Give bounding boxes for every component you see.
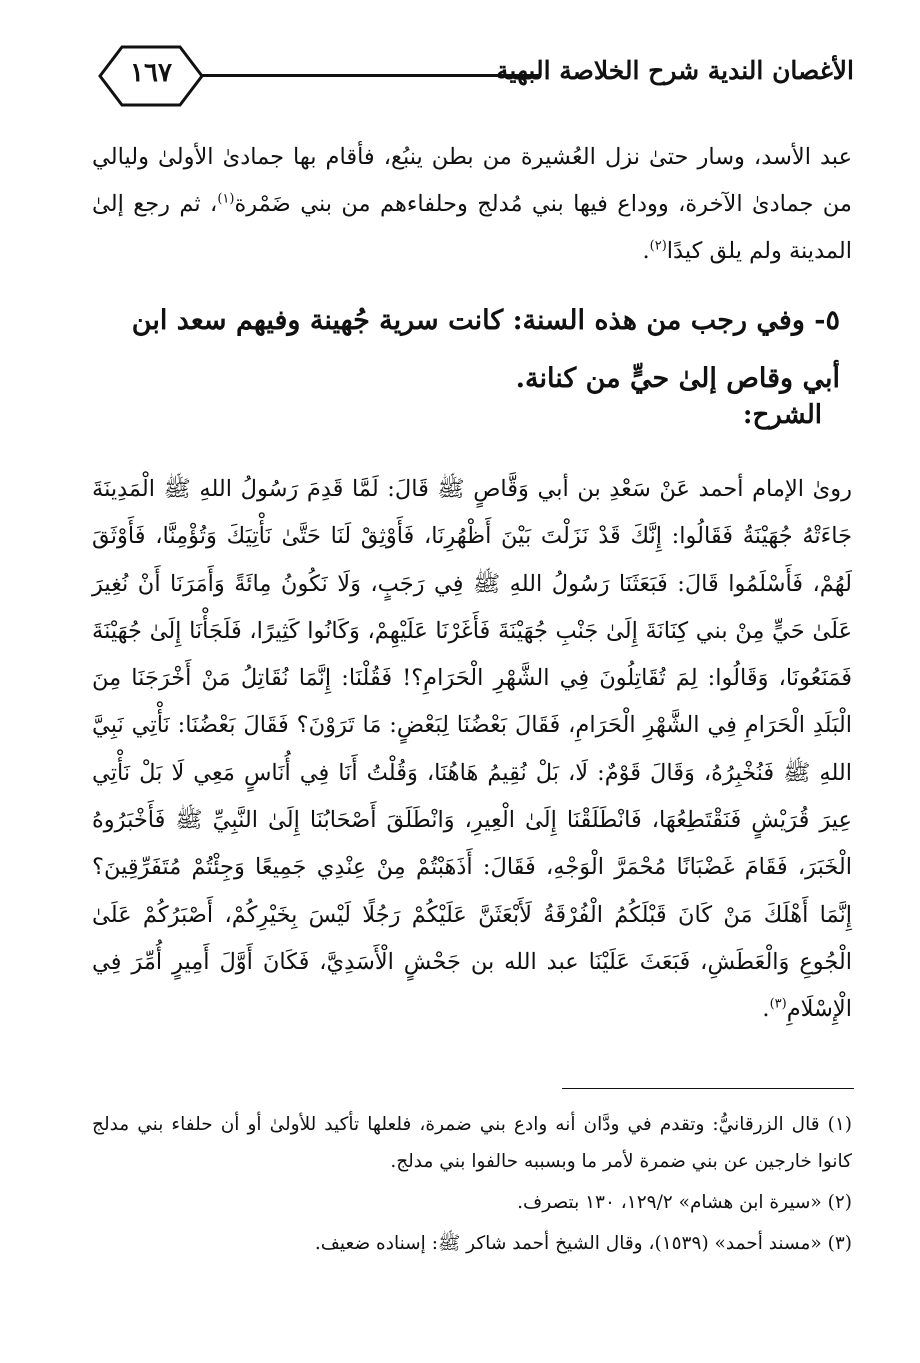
body-paragraph <box>92 466 852 1034</box>
intro-paragraph <box>92 134 852 275</box>
footnote-ref-3[interactable]: (٣) <box>769 996 787 1012</box>
intro-end: . <box>642 238 650 264</box>
page-number: ١٦٧ <box>130 58 172 88</box>
intro-text: عبد الأسد، وسار حتىٰ نزل العُشيرة من بطن ينبُع، فأقام بها جمادىٰ الأولىٰ وليالي من جمادىٰ الآخرة، ووداع فيها بني مُدلج وحلفاءهم من بني ضَمْرة <box>92 144 852 217</box>
footnote-ref-1[interactable]: (١) <box>217 191 235 207</box>
intro-text-2: ، ثم رجع إلىٰ المدينة ولم يلق كيدًا <box>92 191 852 264</box>
footnote-ref-2[interactable]: (٢) <box>649 238 667 254</box>
footnote-1: (١) قال الزرقانيُّ: وتقدم في ودَّان أنه وادع بني ضمرة، فلعلها تأكيد للأولىٰ أو أن حلفاء بني مدلج كانوا خارجين عن بني ضمرة لأمر ما وبسببه حالفوا بني مدلج. <box>92 1114 852 1172</box>
sharh-label: الشرح: <box>742 400 822 430</box>
footnote-separator <box>562 1088 854 1089</box>
section-heading <box>104 292 840 408</box>
footnote-2: (٢) «سيرة ابن هشام» ١٢٩/٢، ١٣٠ بتصرف. <box>517 1192 852 1213</box>
section-number: ٥- <box>814 305 840 336</box>
section-heading-text: وفي رجب من هذه السنة: كانت سرية جُهينة وفيهم سعد ابن أبي وقاص إلىٰ حيٍّ من كنانة. <box>131 305 840 394</box>
page-header <box>96 44 854 108</box>
header-rule <box>200 74 540 77</box>
footnotes <box>92 1106 852 1266</box>
footnote-3: (٣) «مسند أحمد» (١٥٣٩)، وقال الشيخ أحمد شاكر ﷺ: إسناده ضعيف. <box>314 1233 852 1254</box>
body-end: . <box>762 996 770 1023</box>
body-text: روىٰ الإمام أحمد عَنْ سَعْدِ بن أبي وَقَّاصٍ ﷺ قَالَ: لَمَّا قَدِمَ رَسُولُ اللهِ ﷺ الْمَدِينَةَ جَاءَتْهُ جُهَيْنَةُ فَقَالُوا: إِنَّكَ قَدْ نَزَلْتَ بَيْنَ أَظْهُرِنَا، فَأَوْثِقْ لَنَا حَتَّىٰ نَأْتِيَكَ وَتُؤْمِنَّا، فَأَوْثَقَ لَهُمْ، فَأَسْلَمُوا قَالَ: فَبَعَثَنَا رَسُولُ اللهِ ﷺ فِي رَجَبٍ، وَلَا نَكُونُ مِائَةً وَأَمَرَنَا أَنْ نُغِيرَ عَلَىٰ حَيٍّ مِنْ بني كِنَانَةَ إِلَىٰ جَنْبِ جُهَيْنَةَ فَأَغَرْنَا عَلَيْهِمْ، وَكَانُوا كَثِيرًا، فَلَجَأْنَا إِلَىٰ جُهَيْنَةَ فَمَنَعُونَا، وَقَالُوا: لِمَ تُقَاتِلُونَ فِي الشَّهْرِ الْحَرَامِ؟! فَقُلْنَا: إِنَّمَا نُقَاتِلُ مَنْ أَخْرَجَنَا مِنَ الْبَلَدِ الْحَرَامِ فِي الشَّهْرِ الْحَرَامِ، فَقَالَ بَعْضُنَا لِبَعْضٍ: مَا تَرَوْنَ؟ فَقَالَ بَعْضُنَا: نَأْتِي نَبِيَّ اللهِ ﷺ فَنُخْبِرُهُ، وَقَالَ قَوْمٌ: لَا، بَلْ نُقِيمُ هَاهُنَا، وَقُلْتُ أَنَا فِي أُنَاسٍ مَعِي لَا بَلْ نَأْتِي عِيرَ قُرَيْشٍ فَنَقْتَطِعُهَا، فَانْطَلَقْنَا إِلَىٰ الْعِيرِ، وَانْطَلَقَ أَصْحَابُنَا إِلَىٰ النَّبِيِّ ﷺ فَأَخْبَرُوهُ الْخَبَرَ، فَقَامَ غَضْبَانًا مُحْمَرَّ الْوَجْهِ، فَقَالَ: أَذَهَبْتُمْ مِنْ عِنْدِي جَمِيعًا وَجِئْتُمْ مُتَفَرِّقِينَ؟ إِنَّمَا أَهْلَكَ مَنْ كَانَ قَبْلَكُمُ الْفُرْقَةُ لَأَبْعَثَنَّ عَلَيْكُمْ رَجُلًا لَيْسَ بِخَيْرِكُمْ، أَصْبَرُكُمْ عَلَىٰ الْجُوعِ وَالْعَطَشِ، فَبَعَثَ عَلَيْنَا عبد الله بن جَحْشٍ الْأَسَدِيَّ، فَكَانَ أَوَّلَ أَمِيرٍ أُمِّرَ فِي الْإِسْلَامِ <box>92 476 852 1023</box>
page-number-badge <box>96 44 206 108</box>
running-title: الأغصان الندية شرح الخلاصة البهية <box>495 56 854 85</box>
